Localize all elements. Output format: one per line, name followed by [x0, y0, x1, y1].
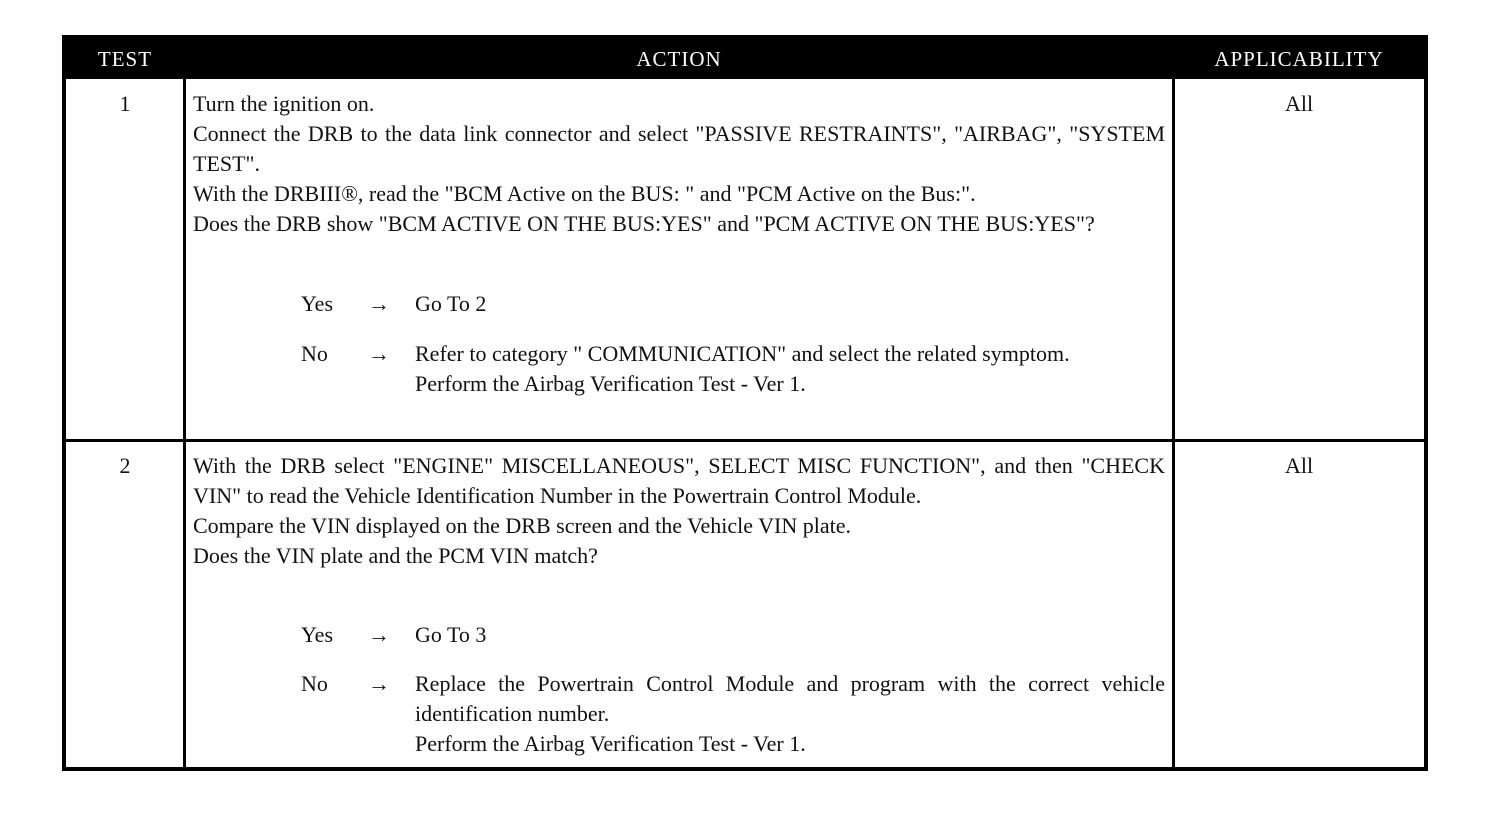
no-label: No [301, 671, 328, 696]
yes-result: Go To 2 [415, 291, 487, 316]
arrow-icon: → [368, 341, 390, 366]
no-result [415, 339, 1165, 399]
applicability-value: All [1284, 453, 1314, 478]
applicability-value: All [1284, 91, 1314, 116]
action-line: With the DRBIII®, read the "BCM Active on the BUS: " and "PCM Active on the Bus:". [193, 181, 976, 206]
test-number: 1 [119, 91, 131, 116]
arrow-icon: → [368, 622, 390, 647]
column-divider [1172, 79, 1175, 771]
no-result-line: Replace the Powertrain Control Module and program with the correct vehicle identification number. [415, 671, 1165, 726]
diagnostic-table [62, 35, 1428, 771]
action-line: Does the VIN plate and the PCM VIN match? [193, 543, 598, 568]
no-result [415, 669, 1165, 759]
test-number: 2 [119, 453, 131, 478]
arrow-icon: → [368, 291, 390, 316]
column-divider [183, 79, 186, 771]
action-text [193, 89, 1165, 239]
action-line: With the DRB select "ENGINE" MISCELLANEOUS", SELECT MISC FUNCTION", and then "CHECK VIN" to read the Vehicle Identification Number in the Powertrain Control Module. [193, 453, 1165, 508]
no-result-line: Perform the Airbag Verification Test - Ver 1. [415, 371, 806, 396]
action-line: Turn the ignition on. [193, 91, 375, 116]
action-line: Connect the DRB to the data link connector and select "PASSIVE RESTRAINTS", "AIRBAG", "SYSTEM TEST". [193, 121, 1165, 176]
action-text [193, 451, 1165, 571]
yes-label: Yes [301, 291, 334, 316]
action-line: Does the DRB show "BCM ACTIVE ON THE BUS:YES" and "PCM ACTIVE ON THE BUS:YES"? [193, 211, 1095, 236]
header-test: TEST [97, 47, 153, 71]
yes-result: Go To 3 [415, 622, 487, 647]
row-divider [66, 439, 1424, 442]
arrow-icon: → [368, 671, 390, 696]
yes-label: Yes [301, 622, 334, 647]
header-action: ACTION [636, 47, 722, 71]
no-result-line: Perform the Airbag Verification Test - Ver 1. [415, 731, 806, 756]
table-header [66, 39, 1424, 79]
header-applicability: APPLICABILITY [1214, 47, 1384, 71]
action-line: Compare the VIN displayed on the DRB screen and the Vehicle VIN plate. [193, 513, 852, 538]
no-label: No [301, 341, 328, 366]
no-result-line: Refer to category " COMMUNICATION" and select the related symptom. [415, 341, 1070, 366]
